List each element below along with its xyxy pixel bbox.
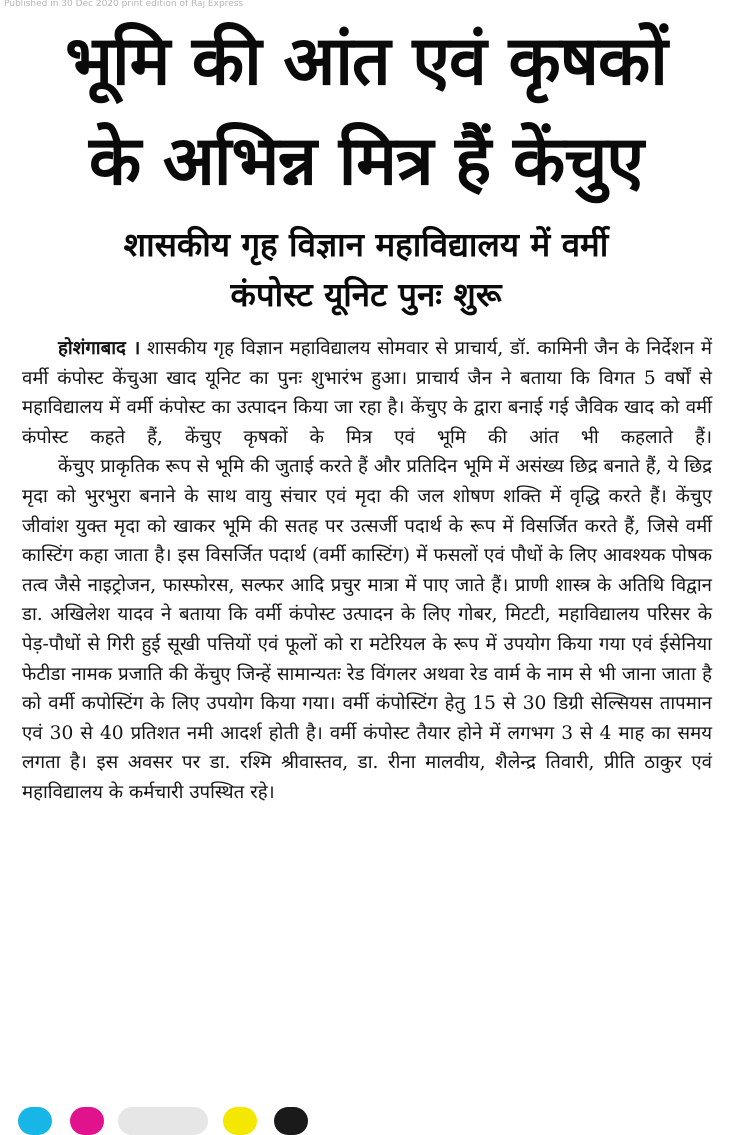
reg-mark-yellow	[223, 1107, 257, 1135]
reg-mark-magenta	[70, 1107, 104, 1135]
reg-mark-black	[274, 1107, 308, 1135]
reg-mark-cyan	[18, 1107, 52, 1135]
paragraph-1-rest: डॉ. कामिनी जैन के निर्देशन में वर्मी कंपोस्ट केंचुआ खाद यूनिट का पुनः शुभारंभ हुआ। प्राचार्य जैन ने बताया कि विगत 5 वर्षों से महाविद्यालय में वर्मी कंपोस्ट का उत्पादन किया जा रहा है। केंचुए के द्वारा बनाई गई जैविक खाद को वर्मी कंपोस्ट कहते हैं, केंचुए कृषकों के मित्र एवं भूमि की आंत भी कहलाते हैं।	[22, 338, 712, 448]
paragraph-2-text: केंचुए प्राकृतिक रूप से भूमि की जुताई करते हैं और प्रतिदिन भूमि में असंख्य छिद्र बनाते हैं, ये छिद्र मृदा को भुरभुरा बनाने के साथ वायु संचार एवं मृदा की जल शोषण शक्ति में वृद्धि करते हैं। केंचुए जीवांश युक्त मृदा को खाकर भूमि की सतह पर उत्सर्जी पदार्थ के रूप में विसर्जित करते हैं, जिसे वर्मी कास्टिंग कहा जाता है। इस विसर्जित पदार्थ (वर्मी कास्टिंग) में फसलों एवं पौधों के लिए आवश्यक पोषक तत्व जैसे नाइट्रोजन, फास्फोरस, सल्फर आदि प्रचुर मात्रा में पाए जाते हैं। प्राणी शास्त्र के अतिथि विद्वान डा. अखिलेश यादव ने बताया कि वर्मी कंपोस्ट उत्पादन के लिए गोबर, मिटटी, महाविद्यालय परिसर के पेड़-पौधों से गिरी हुई सूखी पत्तियों एवं फूलों को रा मटेरियल के रूप में उपयोग किया गया एवं ईसेनिया फेटीडा नामक प्रजाति की केंचुए जिन्हें सामान्यतः रेड विंगलर अथवा रेड वार्म के नाम से भी जाना जाता है को वर्मी कपोस्टिंग के लिए उपयोग किया गया। वर्मी कंपोस्टिंग हेतु 15 से 30 डिग्री सेल्सियस तापमान एवं 30 से 40 प्रतिशत नमी आदर्श होती है। वर्मी कंपोस्ट तैयार होने में लगभग 3 से 4 माह का समय लगता है। इस अवसर पर डा. रश्मि श्रीवास्तव, डा. रीना मालवीय, शैलेन्द्र तिवारी, प्रीति ठाकुर एवं महाविद्यालय के कर्मचारी उपस्थित रहे।	[22, 456, 712, 803]
print-registration-marks	[18, 1107, 318, 1123]
subheadline	[28, 220, 704, 320]
dateline: होशंगाबाद ।	[58, 338, 141, 359]
headline-line-2: के अभिन्न मित्र हैं केंचुए	[89, 122, 643, 201]
reg-mark-gray	[118, 1107, 208, 1135]
subheadline-line-2: कंपोस्ट यूनिट पुनः शुरू	[230, 275, 502, 314]
article-paragraph-2	[22, 452, 712, 807]
edition-line: Published in 30 Dec 2020 print edition of Raj Express	[4, 0, 244, 9]
headline	[20, 12, 712, 212]
subheadline-line-1: शासकीय गृह विज्ञान महाविद्यालय में वर्मी	[123, 225, 609, 264]
article-body	[22, 334, 712, 808]
paragraph-1-lead: शासकीय गृह विज्ञान महाविद्यालय सोमवार से प्राचार्य,	[147, 338, 504, 359]
headline-line-1: भूमि की आंत एवं कृषकों	[65, 22, 667, 101]
article-paragraph-1	[22, 334, 712, 452]
